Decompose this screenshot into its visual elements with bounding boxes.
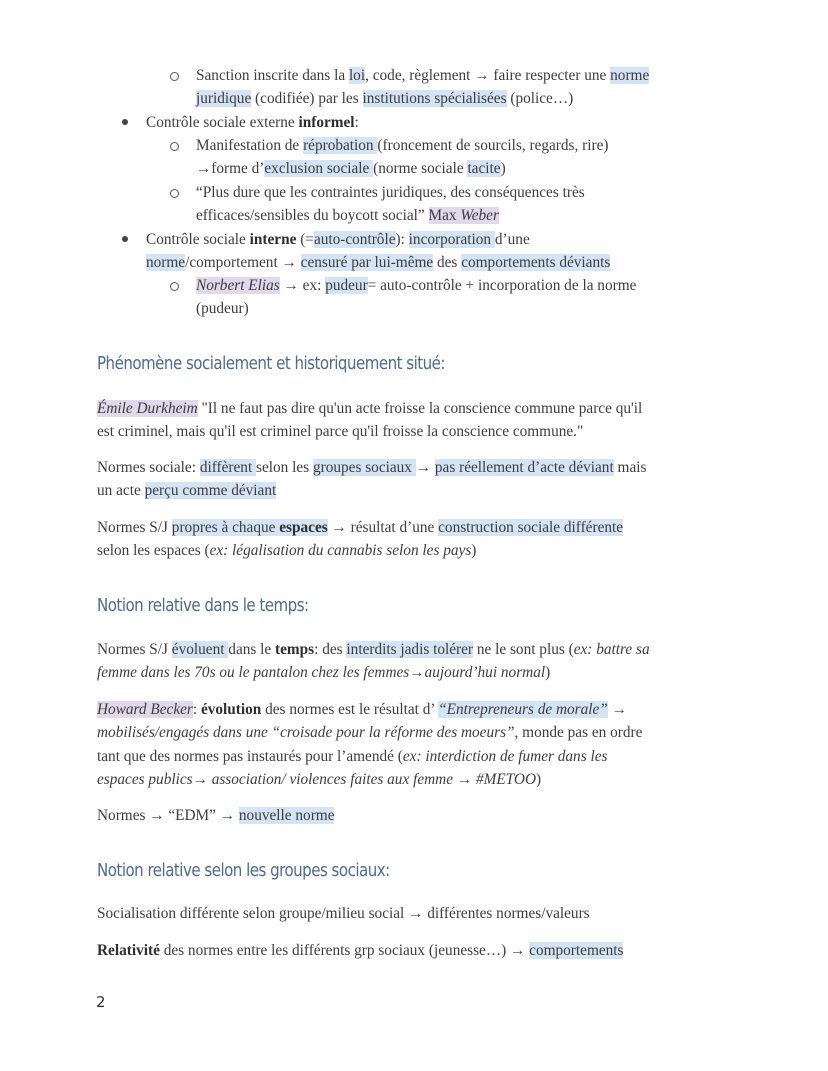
heading-notion-groupes: Notion relative selon les groupes sociaux: bbox=[97, 861, 390, 881]
paragraph-edm: Normes → “EDM” → nouvelle norme bbox=[97, 807, 335, 824]
paragraph-normes-evoluent: Normes S/J évoluent dans le temps: des interdits jadis tolérer ne le sont plus (ex: battre sa femme dans les 70s ou le pantalon chez les femmes→aujourd’hui normal) bbox=[97, 641, 650, 682]
circle-bullet-icon bbox=[170, 72, 179, 81]
paragraph-durkheim: Émile Durkheim "Il ne faut pas dire qu'un acte froisse la conscience commune parce qu'il est criminel, mais qu'il est criminel parce qu'il froisse la conscience commune." bbox=[97, 400, 643, 441]
list-item-elias: Norbert Elias → ex: pudeur= auto-contrôle + incorporation de la norme (pudeur) bbox=[196, 277, 637, 318]
list-item-sanction-juridique: Sanction inscrite dans la loi, code, règlement → faire respecter une norme juridique (codifiée) par les institutions spécialisées (police…) bbox=[196, 67, 650, 108]
page-number: 2 bbox=[96, 993, 106, 1011]
paragraph-socialisation: Socialisation différente selon groupe/milieu social → différentes normes/valeurs bbox=[97, 905, 590, 922]
circle-bullet-icon bbox=[170, 189, 179, 198]
paragraph-normes-sociale: Normes sociale: diffèrent selon les groupes sociaux → pas réellement d’acte déviant mais un acte perçu comme déviant bbox=[97, 459, 647, 500]
list-item-controle-externe: Contrôle sociale externe informel: bbox=[146, 114, 359, 131]
circle-bullet-icon bbox=[170, 142, 179, 151]
paragraph-becker: Howard Becker: évolution des normes est le résultat d’ “Entrepreneurs de morale” → mobilisés/engagés dans une “croisade pour la réforme des moeurs”, monde pas en ordre tant que des normes pas instaurés pour l’amendé (ex: interdiction de fumer dans les espaces publics→ association/ violences faites aux femme → #METOO) bbox=[97, 701, 643, 788]
disc-bullet-icon bbox=[122, 119, 128, 125]
paragraph-normes-espaces: Normes S/J propres à chaque espaces → résultat d’une construction sociale différente selon les espaces (ex: légalisation du cannabis selon les pays) bbox=[97, 519, 624, 560]
paragraph-relativite: Relativité des normes entre les différents grp sociaux (jeunesse…) → comportements bbox=[97, 942, 624, 959]
heading-phenomene: Phénomène socialement et historiquement situé: bbox=[97, 354, 445, 374]
heading-notion-temps: Notion relative dans le temps: bbox=[97, 596, 309, 616]
list-item-controle-interne: Contrôle sociale interne (=auto-contrôle): incorporation d’une norme/comportement → censuré par lui-même des comportements déviants bbox=[146, 231, 611, 272]
circle-bullet-icon bbox=[170, 282, 179, 291]
list-item-reprobation: Manifestation de réprobation (froncement de sourcils, regards, rire) →forme d’exclusion sociale (norme sociale tacite) bbox=[196, 137, 609, 178]
disc-bullet-icon bbox=[122, 236, 128, 242]
list-item-weber-quote: “Plus dure que les contraintes juridiques, des conséquences très efficaces/sensibles du boycott social” Max Weber bbox=[196, 184, 585, 225]
